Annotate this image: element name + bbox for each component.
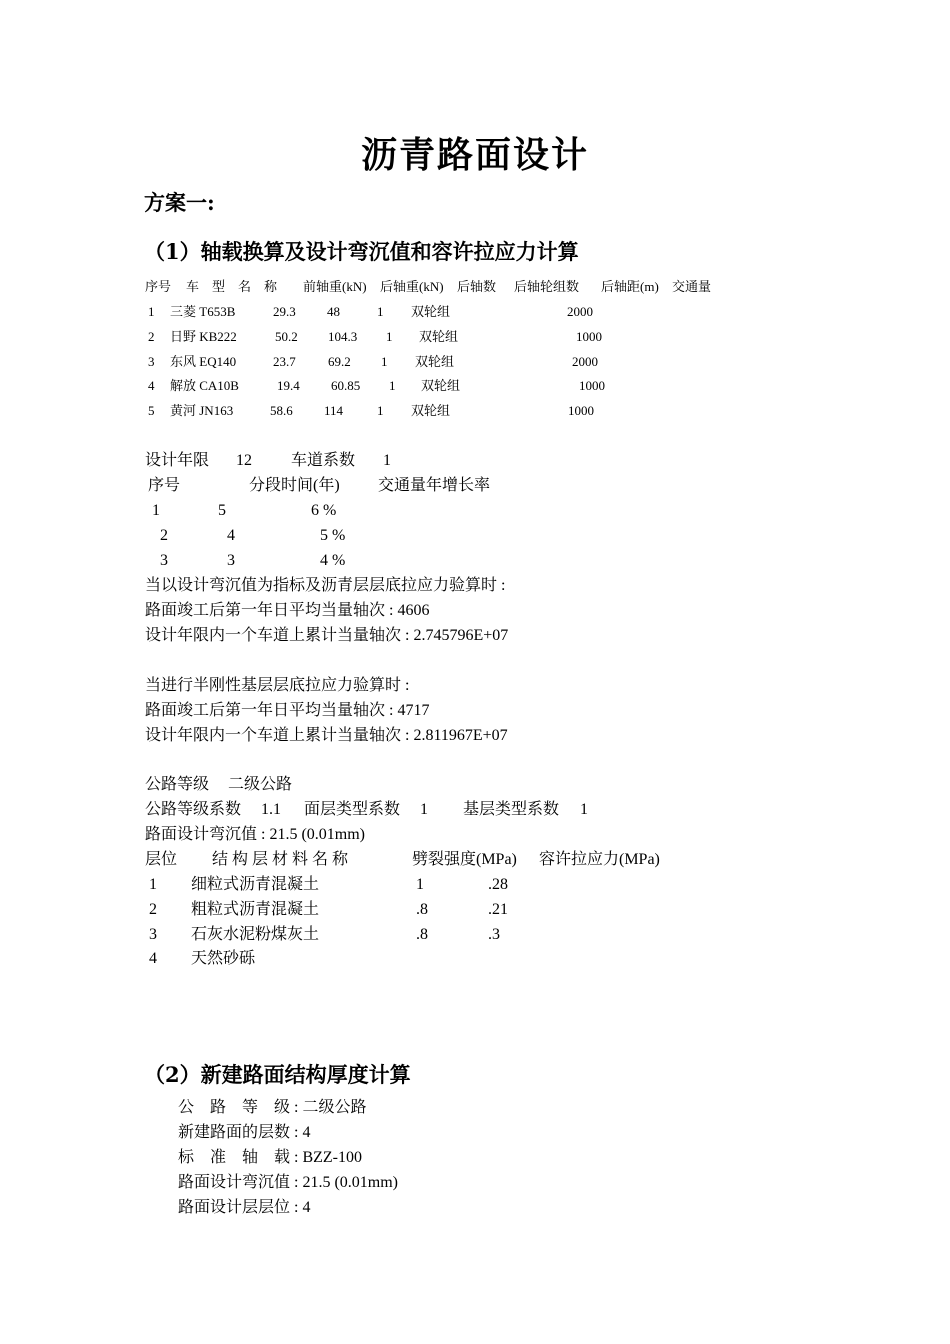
case1-cumulative-axles: 设计年限内一个车道上累计当量轴次 : 2.745796E+07 [145,627,509,644]
cell-traffic: 1000 [576,329,602,344]
cell-rear-axle-count: 1 [389,378,396,393]
material-cell-name: 细粒式沥青混凝土 [191,876,320,893]
document-title: 沥青路面设计 [360,134,589,176]
cell-front-axle: 19.4 [277,378,300,393]
cell-vehicle-name: 解放 CA10B [170,378,239,393]
cell-rear-axle: 104.3 [328,329,358,344]
section2-layer-count: 新建路面的层数 : 4 [178,1124,311,1141]
col-header-front-axle: 前轴重(kN) [303,279,367,294]
surface-coef-label: 面层类型系数 [304,801,401,818]
cell-traffic: 1000 [579,378,605,393]
cell-vehicle-name: 黄河 JN163 [170,403,234,418]
cell-front-axle: 29.3 [273,304,296,319]
cell-vehicle-name: 东风 EQ140 [170,354,237,369]
col-header-index: 序号 [145,279,172,294]
section2-road-grade: 公 路 等 级 : 二级公路 [178,1099,367,1116]
section2-design-layer: 路面设计层层位 : 4 [178,1199,311,1216]
material-header-name: 结 构 层 材 料 名 称 [212,851,349,868]
cell-traffic: 2000 [572,354,598,369]
section-2-heading: （2）新建路面结构厚度计算 [144,1062,411,1087]
cell-rear-axle-count: 1 [386,329,393,344]
material-cell-name: 粗粒式沥青混凝土 [191,901,320,918]
growth-header-period: 分段时间(年) [249,477,340,494]
material-cell-layer: 2 [149,901,157,918]
cell-front-axle: 23.7 [273,354,296,369]
road-grade-label: 公路等级 [145,776,210,793]
material-cell-strength: .8 [416,901,428,918]
cell-wheel-groups: 双轮组 [411,304,451,319]
growth-cell-rate: 6 % [311,502,337,519]
material-cell-name: 石灰水泥粉煤灰土 [191,926,320,943]
growth-cell-period: 4 [227,527,235,544]
grade-coef-label: 公路等级系数 [145,801,242,818]
cell-rear-axle: 114 [324,403,344,418]
growth-cell-index: 1 [152,502,160,519]
section2-design-deflection: 路面设计弯沉值 : 21.5 (0.01mm) [178,1174,398,1191]
cell-rear-axle-count: 1 [377,403,384,418]
design-deflection: 路面设计弯沉值 : 21.5 (0.01mm) [145,826,365,843]
cell-index: 2 [148,329,155,344]
base-coef-value: 1 [580,801,588,818]
cell-wheel-groups: 双轮组 [415,354,455,369]
col-header-wheel-groups: 后轴轮组数 [514,279,580,294]
growth-cell-index: 3 [160,552,168,569]
growth-cell-rate: 4 % [320,552,346,569]
case2-cumulative-axles: 设计年限内一个车道上累计当量轴次 : 2.811967E+07 [145,727,508,744]
cell-rear-axle-count: 1 [381,354,388,369]
growth-header-index: 序号 [148,477,181,494]
col-header-vehicle-name: 车 型 名 称 [186,279,278,294]
material-cell-layer: 4 [149,950,157,967]
cell-index: 3 [148,354,155,369]
section-1-heading: （1）轴载换算及设计弯沉值和容许拉应力计算 [144,239,579,264]
grade-coef-value: 1.1 [261,801,281,818]
material-cell-strength: 1 [416,876,424,893]
design-years-value: 12 [236,452,252,469]
case1-daily-axles: 路面竣工后第一年日平均当量轴次 : 4606 [145,602,430,619]
col-header-rear-axle-count: 后轴数 [457,279,497,294]
case2-title: 当进行半刚性基层层底拉应力验算时 : [145,677,410,694]
cell-index: 5 [148,403,155,418]
cell-vehicle-name: 日野 KB222 [170,329,237,344]
section2-standard-axle: 标 准 轴 载 : BZZ-100 [178,1149,362,1166]
material-header-strength: 劈裂强度(MPa) [412,851,517,868]
growth-cell-period: 5 [218,502,226,519]
cell-rear-axle: 48 [327,304,340,319]
cell-rear-axle: 69.2 [328,354,351,369]
cell-rear-axle-count: 1 [377,304,384,319]
cell-traffic: 2000 [567,304,593,319]
base-coef-label: 基层类型系数 [463,801,560,818]
road-grade-value: 二级公路 [228,776,293,793]
material-header-allowable-stress: 容许拉应力(MPa) [539,851,660,868]
material-header-layer: 层位 [145,851,178,868]
col-header-axle-spacing: 后轴距(m) [601,279,659,294]
cell-rear-axle: 60.85 [331,378,361,393]
design-years-label: 设计年限 [145,452,210,469]
material-cell-allowable-stress: .3 [488,926,500,943]
lane-coef-label: 车道系数 [291,452,356,469]
material-cell-layer: 1 [149,876,157,893]
cell-front-axle: 58.6 [270,403,293,418]
material-cell-name: 天然砂砾 [191,950,256,967]
growth-cell-rate: 5 % [320,527,346,544]
growth-cell-index: 2 [160,527,168,544]
cell-index: 1 [148,304,155,319]
cell-traffic: 1000 [568,403,594,418]
material-cell-layer: 3 [149,926,157,943]
col-header-traffic: 交通量 [672,279,712,294]
scheme-heading: 方案一: [144,190,215,215]
cell-index: 4 [148,378,155,393]
case1-title: 当以设计弯沉值为指标及沥青层层底拉应力验算时 : [145,577,506,594]
material-cell-strength: .8 [416,926,428,943]
cell-vehicle-name: 三菱 T653B [170,304,236,319]
cell-wheel-groups: 双轮组 [421,378,461,393]
case2-daily-axles: 路面竣工后第一年日平均当量轴次 : 4717 [145,702,430,719]
material-cell-allowable-stress: .21 [488,901,508,918]
material-cell-allowable-stress: .28 [488,876,508,893]
cell-wheel-groups: 双轮组 [419,329,459,344]
cell-wheel-groups: 双轮组 [411,403,451,418]
col-header-rear-axle: 后轴重(kN) [380,279,444,294]
lane-coef-value: 1 [383,452,391,469]
cell-front-axle: 50.2 [275,329,298,344]
growth-header-rate: 交通量年增长率 [378,477,491,494]
surface-coef-value: 1 [420,801,428,818]
growth-cell-period: 3 [227,552,235,569]
